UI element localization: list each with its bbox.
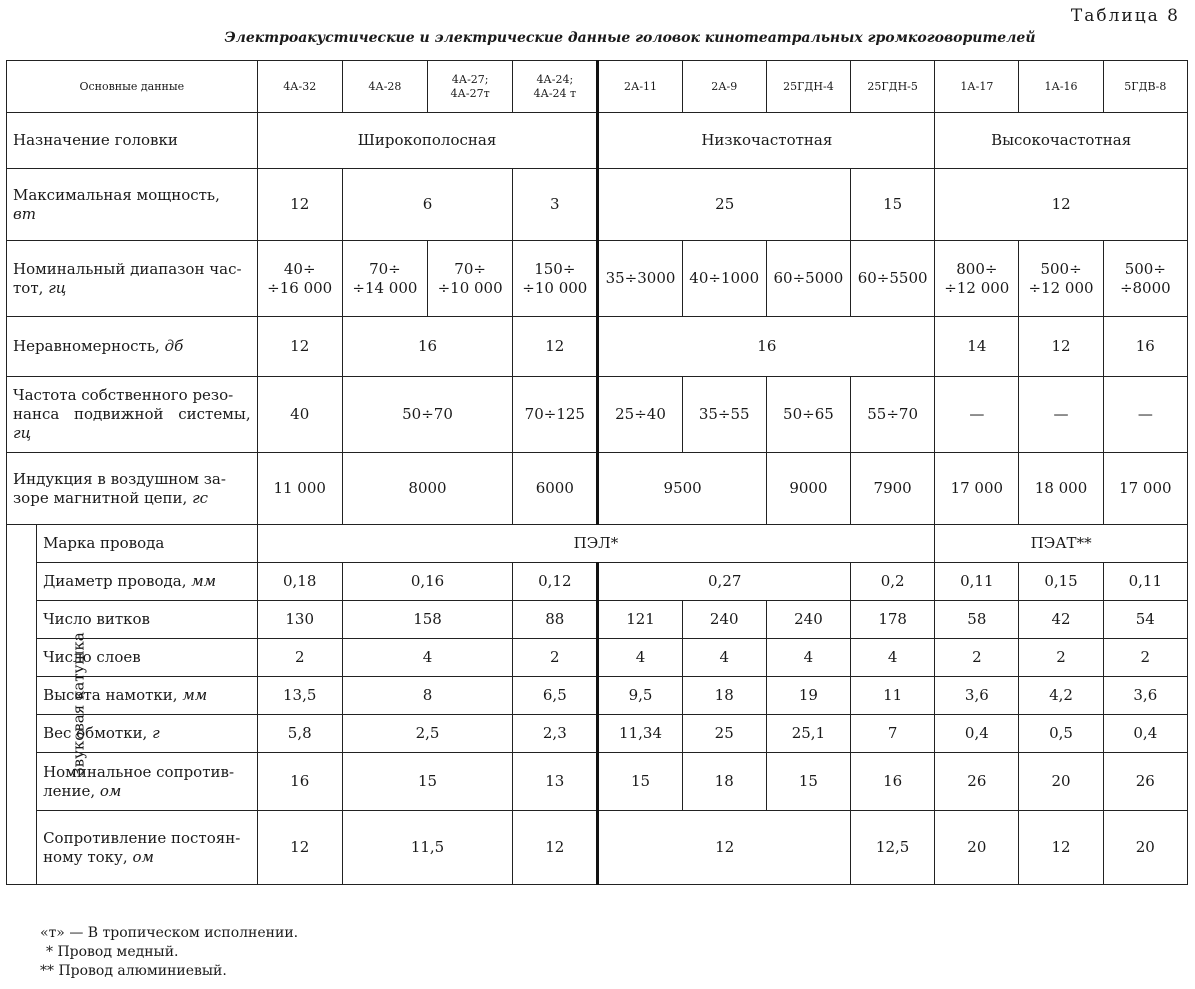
header-model: 2А-11: [598, 61, 682, 113]
cell: 2,5: [342, 715, 512, 753]
cell: 60÷5000: [766, 241, 850, 317]
cell: 16: [342, 317, 512, 377]
cell: 2,3: [513, 715, 598, 753]
cell: 12: [513, 317, 598, 377]
row-wire-mark: [7, 525, 1188, 563]
cell: 0,2: [851, 563, 935, 601]
row-label: Число слоев: [37, 639, 258, 677]
cell: 11,5: [342, 811, 512, 885]
cell: 0,18: [257, 563, 342, 601]
cell: 158: [342, 601, 512, 639]
cell: ПЭЛ*: [257, 525, 935, 563]
cell: 18 000: [1019, 453, 1103, 525]
cell: 16: [851, 753, 935, 811]
cell: 17 000: [1103, 453, 1187, 525]
row-label: Частота собственного резо- нанса подвижной системы, гц: [7, 377, 258, 453]
table-caption: Электроакустические и электрические данные головок кинотеатральных громкоговорителей: [224, 30, 1036, 46]
cell: 35÷3000: [598, 241, 682, 317]
cell: 0,11: [935, 563, 1019, 601]
cell: Широкополосная: [257, 113, 598, 169]
cell: 121: [598, 601, 682, 639]
cell: —: [935, 377, 1019, 453]
cell: 17 000: [935, 453, 1019, 525]
cell: 11,34: [598, 715, 682, 753]
row-turns: [7, 601, 1188, 639]
coil-group-label: Звуковая катушка: [7, 525, 37, 885]
cell: ПЭАТ**: [935, 525, 1188, 563]
cell: 20: [1103, 811, 1187, 885]
row-layers: [7, 639, 1188, 677]
cell: 0,16: [342, 563, 512, 601]
cell: 54: [1103, 601, 1187, 639]
cell: 42: [1019, 601, 1103, 639]
cell: 25: [598, 169, 851, 241]
row-dc-resistance: [7, 811, 1188, 885]
cell: 3,6: [1103, 677, 1187, 715]
row-freq: [7, 241, 1188, 317]
row-label: Номинальное сопротив- ление, ом: [37, 753, 258, 811]
cell: —: [1019, 377, 1103, 453]
header-model: 4А-28: [342, 61, 427, 113]
footnote: * Провод медный.: [46, 944, 179, 960]
row-label: Неравномерность, дб: [7, 317, 258, 377]
cell: 6000: [513, 453, 598, 525]
cell: 15: [342, 753, 512, 811]
footnotes: [40, 924, 298, 981]
cell: 18: [682, 677, 766, 715]
cell: 8000: [342, 453, 512, 525]
row-nominal-resistance: [7, 753, 1188, 811]
row-label: Диаметр провода, мм: [37, 563, 258, 601]
cell: 16: [1103, 317, 1187, 377]
cell: 2: [935, 639, 1019, 677]
header-model: 2А-9: [682, 61, 766, 113]
footnote: ** Провод алюминиевый.: [40, 963, 227, 979]
cell: 55÷70: [851, 377, 935, 453]
cell: 3: [513, 169, 598, 241]
cell: 70÷ ÷10 000: [428, 241, 513, 317]
cell: 4,2: [1019, 677, 1103, 715]
cell: 240: [682, 601, 766, 639]
cell: 15: [598, 753, 682, 811]
cell: 0,15: [1019, 563, 1103, 601]
cell: 12: [257, 317, 342, 377]
cell: 16: [598, 317, 935, 377]
header-model: 4А-27; 4А-27т: [428, 61, 513, 113]
row-label: Индукция в воздушном за- зоре магнитной цепи, гс: [7, 453, 258, 525]
cell: 12: [1019, 811, 1103, 885]
cell: 2: [513, 639, 598, 677]
header-model: 4А-32: [257, 61, 342, 113]
cell: 16: [257, 753, 342, 811]
cell: 58: [935, 601, 1019, 639]
cell: 25,1: [766, 715, 850, 753]
cell: 35÷55: [682, 377, 766, 453]
cell: 9,5: [598, 677, 682, 715]
cell: 4: [766, 639, 850, 677]
row-label: Номинальный диапазон час- тот, гц: [7, 241, 258, 317]
cell: 7: [851, 715, 935, 753]
cell: 2: [1019, 639, 1103, 677]
cell: 12,5: [851, 811, 935, 885]
cell: 26: [935, 753, 1019, 811]
speaker-data-table: [6, 60, 1188, 885]
cell: 25: [682, 715, 766, 753]
cell: 60÷5500: [851, 241, 935, 317]
cell: 0,4: [935, 715, 1019, 753]
row-purpose: [7, 113, 1188, 169]
cell: 12: [513, 811, 598, 885]
header-first: Основные данные: [7, 61, 258, 113]
row-label: Марка провода: [37, 525, 258, 563]
row-wire-diameter: [7, 563, 1188, 601]
cell: 500÷ ÷12 000: [1019, 241, 1103, 317]
cell: 14: [935, 317, 1019, 377]
row-label: Сопротивление постоян- ному току, ом: [37, 811, 258, 885]
table-number: Таблица 8: [1070, 6, 1180, 26]
cell: 130: [257, 601, 342, 639]
cell: 0,11: [1103, 563, 1187, 601]
row-winding-height: [7, 677, 1188, 715]
cell: 800÷ ÷12 000: [935, 241, 1019, 317]
cell: 20: [1019, 753, 1103, 811]
header-model: 5ГДВ-8: [1103, 61, 1187, 113]
cell: 88: [513, 601, 598, 639]
cell: 240: [766, 601, 850, 639]
footnote: «т» — В тропическом исполнении.: [40, 925, 299, 941]
cell: 9000: [766, 453, 850, 525]
cell: 7900: [851, 453, 935, 525]
cell: Низкочастотная: [598, 113, 935, 169]
cell: 40: [257, 377, 342, 453]
header-model: 25ГДН-4: [766, 61, 850, 113]
cell: 0,5: [1019, 715, 1103, 753]
cell: 4: [598, 639, 682, 677]
cell: 178: [851, 601, 935, 639]
cell: 26: [1103, 753, 1187, 811]
cell: 2: [257, 639, 342, 677]
cell: 11: [851, 677, 935, 715]
header-model: 25ГДН-5: [851, 61, 935, 113]
header-row: [7, 61, 1188, 113]
cell: 12: [935, 169, 1188, 241]
cell: 19: [766, 677, 850, 715]
cell: 2: [1103, 639, 1187, 677]
cell: 12: [598, 811, 851, 885]
cell: 13,5: [257, 677, 342, 715]
cell: 11 000: [257, 453, 342, 525]
cell: 18: [682, 753, 766, 811]
row-winding-weight: [7, 715, 1188, 753]
cell: 50÷65: [766, 377, 850, 453]
cell: 12: [1019, 317, 1103, 377]
cell: 150÷ ÷10 000: [513, 241, 598, 317]
cell: 500÷ ÷8000: [1103, 241, 1187, 317]
cell: 9500: [598, 453, 766, 525]
cell: 40÷ ÷16 000: [257, 241, 342, 317]
row-induction: [7, 453, 1188, 525]
cell: 6: [342, 169, 512, 241]
header-model: 4А-24; 4А-24 т: [513, 61, 598, 113]
cell: Высокочастотная: [935, 113, 1188, 169]
cell: 70÷125: [513, 377, 598, 453]
cell: 40÷1000: [682, 241, 766, 317]
cell: 15: [766, 753, 850, 811]
cell: 4: [682, 639, 766, 677]
header-model: 1А-16: [1019, 61, 1103, 113]
cell: —: [1103, 377, 1187, 453]
row-unevenness: [7, 317, 1188, 377]
cell: 25÷40: [598, 377, 682, 453]
cell: 20: [935, 811, 1019, 885]
row-label: Высота намотки, мм: [37, 677, 258, 715]
cell: 50÷70: [342, 377, 512, 453]
cell: 0,27: [598, 563, 851, 601]
cell: 15: [851, 169, 935, 241]
row-label: Максимальная мощность, вт: [7, 169, 258, 241]
cell: 13: [513, 753, 598, 811]
cell: 4: [851, 639, 935, 677]
row-label: Назначение головки: [7, 113, 258, 169]
row-power: [7, 169, 1188, 241]
cell: 8: [342, 677, 512, 715]
cell: 0,12: [513, 563, 598, 601]
cell: 4: [342, 639, 512, 677]
row-resonance: [7, 377, 1188, 453]
row-label: Число витков: [37, 601, 258, 639]
cell: 70÷ ÷14 000: [342, 241, 427, 317]
cell: 3,6: [935, 677, 1019, 715]
cell: 0,4: [1103, 715, 1187, 753]
header-model: 1А-17: [935, 61, 1019, 113]
cell: 12: [257, 811, 342, 885]
cell: 12: [257, 169, 342, 241]
row-label: Вес обмотки, г: [37, 715, 258, 753]
cell: 6,5: [513, 677, 598, 715]
cell: 5,8: [257, 715, 342, 753]
